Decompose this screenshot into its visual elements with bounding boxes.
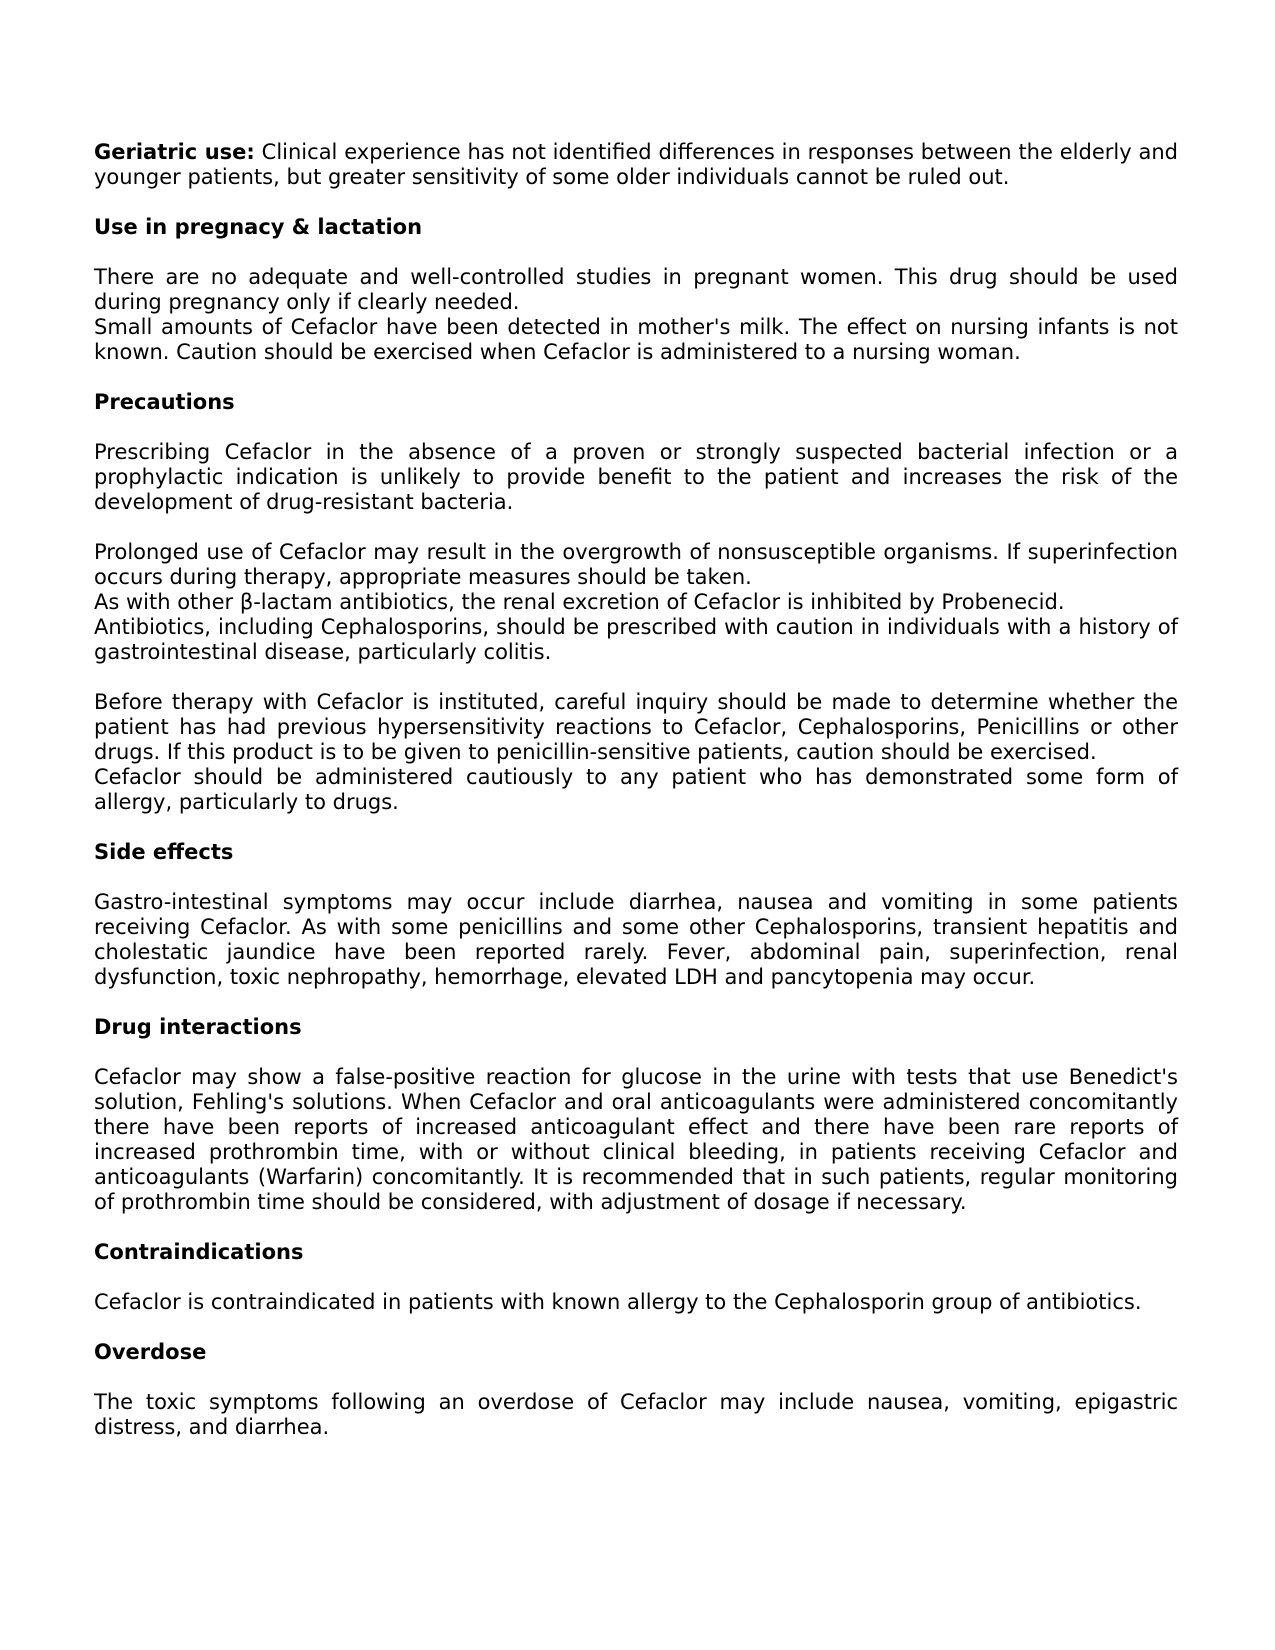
precautions-paragraph-2: Prolonged use of Cefaclor may result in the overgrowth of nonsusceptible organisms. If superinfection occurs during therapy, appropriate measures should be taken. (94, 540, 1178, 589)
precautions-paragraph-5: Before therapy with Cefaclor is instituted, careful inquiry should be made to determine whether the patient has had previous hypersensitivity reactions to Cefaclor, Cephalosporins, Penicillins or other drugs. If this product is to be given to penicillin-sensitive patients, caution should be exercised. (94, 690, 1178, 764)
overdose-heading: Overdose (94, 1340, 207, 1364)
spacer (94, 865, 1178, 890)
precautions-heading: Precautions (94, 390, 235, 414)
side-effects-paragraph: Gastro-intestinal symptoms may occur include diarrhea, nausea and vomiting in some patients receiving Cefaclor. As with some penicillins and some other Cephalosporins, transient hepatitis and cholestatic jaundice have been reported rarely. Fever, abdominal pain, superinfection, renal dysfunction, toxic nephropathy, hemorrhage, elevated LDH and pancytopenia may occur. (94, 890, 1178, 989)
spacer (94, 1365, 1178, 1390)
side-effects-heading: Side effects (94, 840, 234, 864)
geriatric-use-text: Clinical experience has not identified differences in responses between the elderly and younger patients, but greater sensitivity of some older individuals cannot be ruled out. (94, 140, 1178, 189)
contraindications-heading: Contraindications (94, 1240, 304, 1264)
precautions-paragraph-3: As with other β-lactam antibiotics, the renal excretion of Cefaclor is inhibited by Probenecid. (94, 590, 1065, 614)
spacer (94, 1040, 1178, 1065)
spacer (94, 365, 1178, 390)
spacer (94, 815, 1178, 840)
geriatric-use-paragraph (94, 140, 1178, 190)
precautions-paragraph-1: Prescribing Cefaclor in the absence of a proven or strongly suspected bacterial infection or a prophylactic indication is unlikely to provide benefit to the patient and increases the risk of the development of drug-resistant bacteria. (94, 440, 1178, 514)
spacer (94, 1265, 1178, 1290)
drug-interactions-paragraph: Cefaclor may show a false-positive reaction for glucose in the urine with tests that use Benedict's solution, Fehling's solutions. When Cefaclor and oral anticoagulants were administered concomitantly there have been reports of increased anticoagulant effect and there have been rare reports of increased prothrombin time, with or without clinical bleeding, in patients receiving Cefaclor and anticoagulants (Warfarin) concomitantly. It is recommended that in such patients, regular monitoring of prothrombin time should be considered, with adjustment of dosage if necessary. (94, 1065, 1178, 1214)
overdose-paragraph: The toxic symptoms following an overdose of Cefaclor may include nausea, vomiting, epigastric distress, and diarrhea. (94, 1390, 1178, 1439)
pregnancy-paragraph-1: There are no adequate and well-controlled studies in pregnant women. This drug should be used during pregnancy only if clearly needed. (94, 265, 1178, 314)
contraindications-paragraph: Cefaclor is contraindicated in patients with known allergy to the Cephalosporin group of antibiotics. (94, 1290, 1142, 1314)
spacer (94, 415, 1178, 440)
spacer (94, 515, 1178, 540)
spacer (94, 190, 1178, 215)
geriatric-use-label: Geriatric use: (94, 140, 255, 164)
spacer (94, 1215, 1178, 1240)
precautions-paragraph-6: Cefaclor should be administered cautiously to any patient who has demonstrated some form of allergy, particularly to drugs. (94, 765, 1178, 814)
drug-interactions-heading: Drug interactions (94, 1015, 302, 1039)
spacer (94, 665, 1178, 690)
pregnancy-heading: Use in pregnacy & lactation (94, 215, 423, 239)
spacer (94, 990, 1178, 1015)
spacer (94, 1315, 1178, 1340)
precautions-paragraph-4: Antibiotics, including Cephalosporins, should be prescribed with caution in individuals with a history of gastrointestinal disease, particularly colitis. (94, 615, 1178, 664)
pregnancy-paragraph-2: Small amounts of Cefaclor have been detected in mother's milk. The effect on nursing infants is not known. Caution should be exercised when Cefaclor is administered to a nursing woman. (94, 315, 1178, 364)
document-page (94, 140, 1178, 1440)
spacer (94, 240, 1178, 265)
